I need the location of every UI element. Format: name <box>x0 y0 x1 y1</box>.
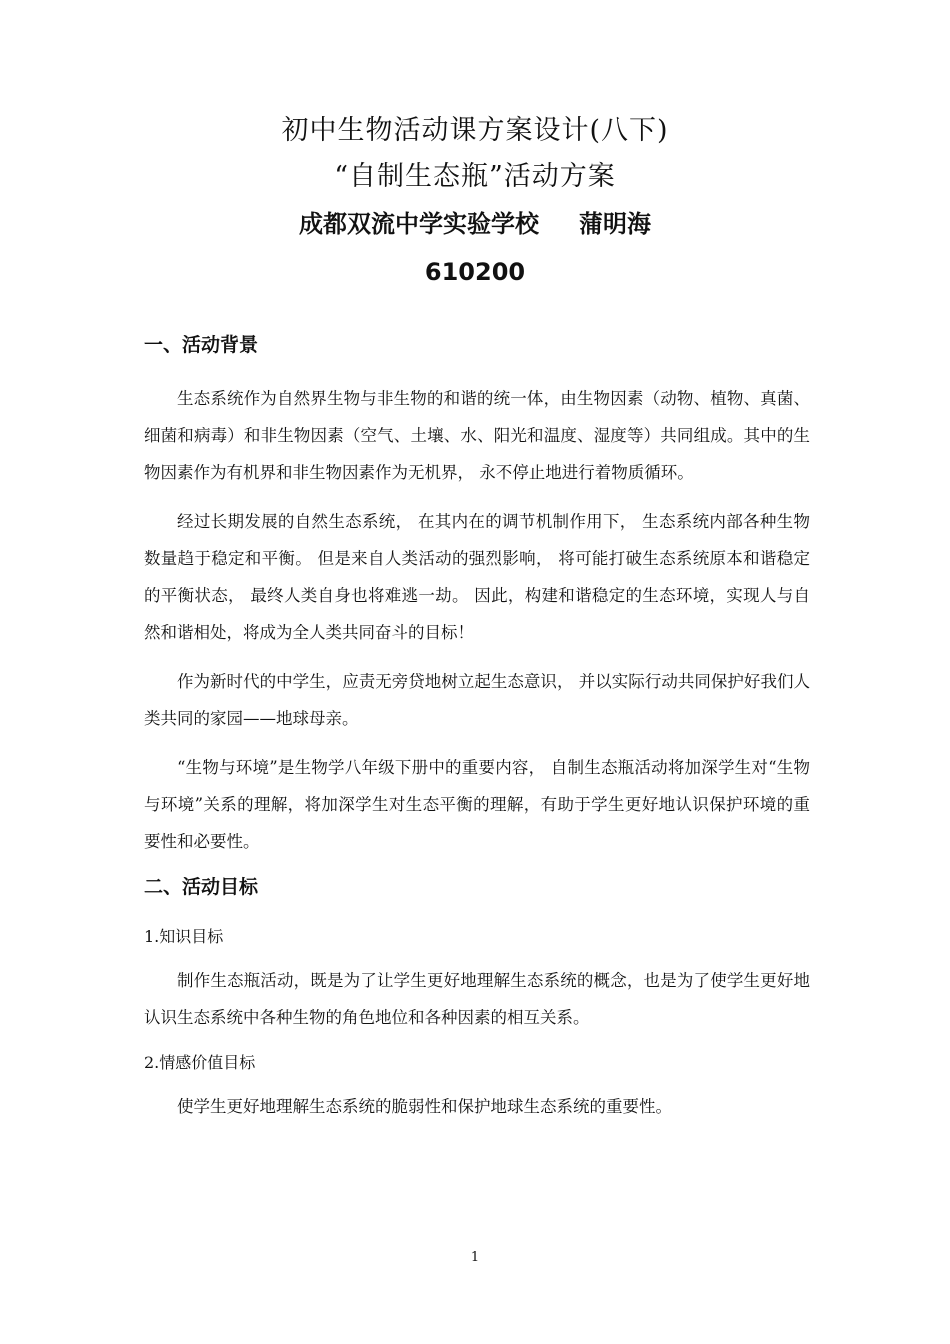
page-number: 1 <box>470 1250 480 1265</box>
paragraph: 制作生态瓶活动，既是为了让学生更好地理解生态系统的概念，也是为了使学生更好地认识生态系统中各种生物的角色地位和各种因素的相互关系。 <box>144 971 810 1027</box>
paragraph: 使学生更好地理解生态系统的脆弱性和保护地球生态系统的重要性。 <box>177 1097 672 1116</box>
document-subtitle: “自制生态瓶”活动方案 <box>334 161 616 192</box>
document-title: 初中生物活动课方案设计(八下) <box>281 115 669 146</box>
author-line <box>0 200 950 248</box>
paragraph: 生态系统作为自然界生物与非生物的和谐的统一体，由生物因素（动物、植物、真菌、细菌和病毒）和非生物因素（空气、土壤、水、阳光和温度、湿度等）共同组成。其中的生物因素作为有机界和非生物因素作为无机界， 永不停止地进行着物质循环。 <box>144 389 810 482</box>
section-heading-background: 一、活动背景 <box>144 334 259 356</box>
subheading-emotion-goal: 2.情感价值目标 <box>144 1053 256 1072</box>
paragraph: 作为新时代的中学生，应责无旁贷地树立起生态意识， 并以实际行动共同保护好我们人类共同的家园——地球母亲。 <box>144 672 810 728</box>
subheading-knowledge-goal: 1.知识目标 <box>144 927 224 946</box>
author-name: 蒲明海 <box>579 210 651 238</box>
document-body <box>144 330 810 1137</box>
school-name: 成都双流中学实验学校 <box>299 210 539 238</box>
paragraph: “生物与环境”是生物学八年级下册中的重要内容， 自制生态瓶活动将加深学生对“生物与环境”关系的理解，将加深学生对生态平衡的理解，有助于学生更好地认识保护环境的重要性和必要性。 <box>144 758 810 851</box>
paragraph: 经过长期发展的自然生态系统， 在其内在的调节机制作用下， 生态系统内部各种生物数量趋于稳定和平衡。 但是来自人类活动的强烈影响， 将可能打破生态系统原本和谐稳定的平衡状态， 最终人类自身也将难逃一劫。 因此，构建和谐稳定的生态环境，实现人与自然和谐相处，将成为全人类共同奋斗的目标！ <box>144 512 810 642</box>
section-heading-goals: 二、活动目标 <box>144 876 259 898</box>
postcode: 610200 <box>424 258 526 286</box>
title-block <box>0 108 950 296</box>
